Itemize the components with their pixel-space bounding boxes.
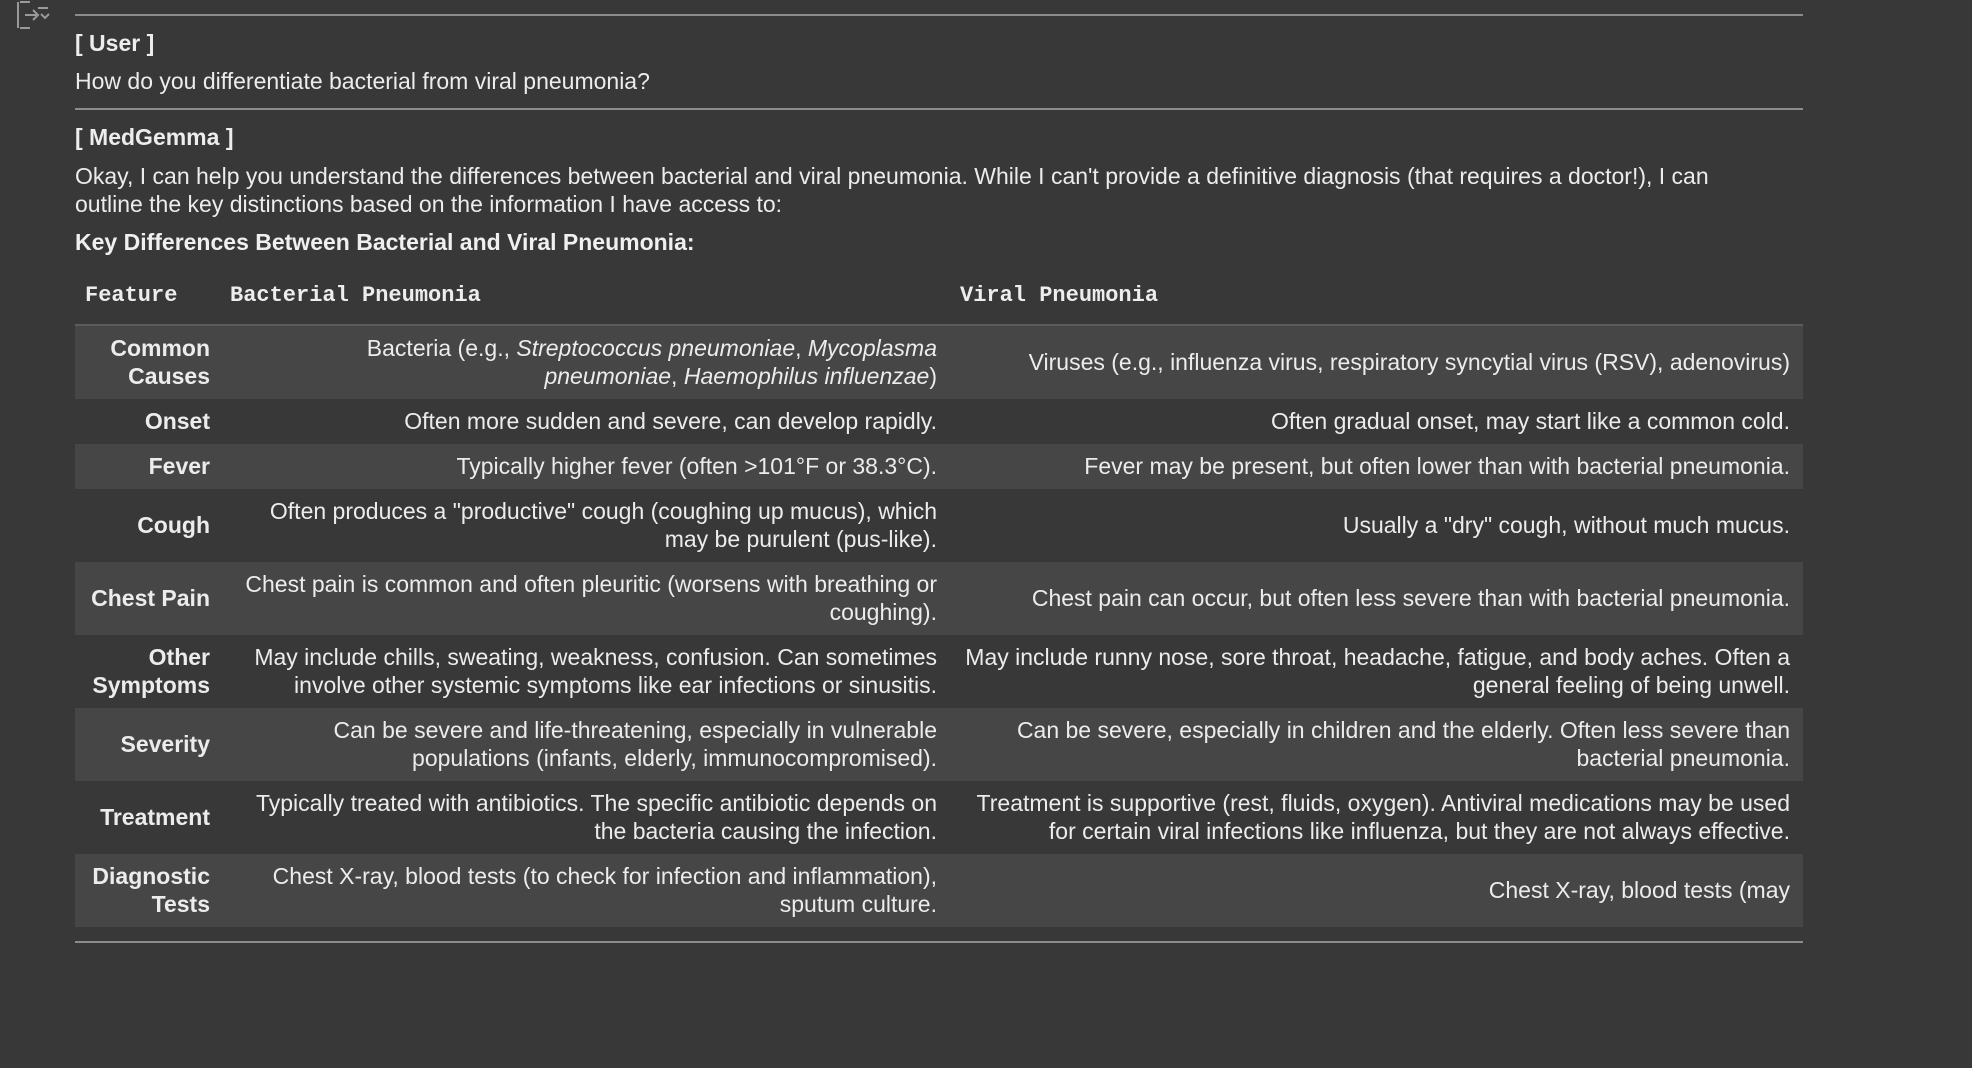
viral-cell: Often gradual onset, may start like a common cold.	[950, 399, 1803, 444]
feature-cell: Onset	[75, 399, 220, 444]
viral-cell: May include runny nose, sore throat, headache, fatigue, and body aches. Often a general feeling of being unwell.	[950, 635, 1803, 708]
feature-cell: Other Symptoms	[75, 635, 220, 708]
bacterial-cell: Chest pain is common and often pleuritic (worsens with breathing or coughing).	[220, 562, 950, 635]
viral-cell: Treatment is supportive (rest, fluids, oxygen). Antiviral medications may be used for certain viral infections like influenza, but they are not always effective.	[950, 781, 1803, 854]
viral-cell: Viruses (e.g., influenza virus, respiratory syncytial virus (RSV), adenovirus)	[950, 325, 1803, 399]
divider	[75, 108, 1803, 110]
table-row	[75, 325, 1803, 399]
bacterial-cell: Can be severe and life-threatening, especially in vulnerable populations (infants, elderly, immunocompromised).	[220, 708, 950, 781]
column-header-bacterial: Bacterial Pneumonia	[220, 266, 950, 325]
feature-cell: Diagnostic Tests	[75, 854, 220, 927]
user-role-label: [ User ]	[75, 30, 155, 56]
bacterial-cell: Often produces a "productive" cough (coughing up mucus), which may be purulent (pus-like).	[220, 489, 950, 562]
table-row	[75, 635, 1803, 708]
table-row	[75, 399, 1803, 444]
output-toggle-icon[interactable]	[16, 0, 50, 30]
viral-cell: Usually a "dry" cough, without much mucus.	[950, 489, 1803, 562]
section-heading: Key Differences Between Bacterial and Viral Pneumonia:	[75, 229, 695, 255]
feature-cell: Fever	[75, 444, 220, 489]
bacterial-cell: Bacteria (e.g., Streptococcus pneumoniae, Mycoplasma pneumoniae, Haemophilus influenzae)	[220, 325, 950, 399]
user-message: How do you differentiate bacterial from viral pneumonia?	[75, 68, 650, 94]
table-row	[75, 854, 1803, 927]
column-header-viral: Viral Pneumonia	[950, 266, 1803, 325]
feature-cell: Common Causes	[75, 325, 220, 399]
viral-cell: Can be severe, especially in children and the elderly. Often less severe than bacterial pneumonia.	[950, 708, 1803, 781]
cell-output	[75, 14, 1803, 943]
table-row	[75, 562, 1803, 635]
viral-cell: Chest pain can occur, but often less severe than with bacterial pneumonia.	[950, 562, 1803, 635]
viral-cell: Fever may be present, but often lower than with bacterial pneumonia.	[950, 444, 1803, 489]
bacterial-cell: Typically treated with antibiotics. The specific antibiotic depends on the bacteria causing the infection.	[220, 781, 950, 854]
table-row	[75, 489, 1803, 562]
bacterial-cell: Often more sudden and severe, can develop rapidly.	[220, 399, 950, 444]
bacterial-cell: Typically higher fever (often >101°F or 38.3°C).	[220, 444, 950, 489]
table-row	[75, 444, 1803, 489]
feature-cell: Treatment	[75, 781, 220, 854]
assistant-role-label: [ MedGemma ]	[75, 124, 234, 150]
viral-cell: Chest X-ray, blood tests (may	[950, 854, 1803, 927]
bacterial-cell: May include chills, sweating, weakness, confusion. Can sometimes involve other systemic symptoms like ear infections or sinusitis.	[220, 635, 950, 708]
assistant-intro: Okay, I can help you understand the differences between bacterial and viral pneumonia. While I can't provide a definitive diagnosis (that requires a doctor!), I can outline the key distinctions based on the information I have access to:	[75, 163, 1709, 217]
divider	[75, 941, 1803, 943]
table-row	[75, 708, 1803, 781]
feature-cell: Severity	[75, 708, 220, 781]
comparison-table	[75, 266, 1803, 927]
table-row	[75, 781, 1803, 854]
column-header-feature: Feature	[75, 266, 220, 325]
bacterial-cell: Chest X-ray, blood tests (to check for infection and inflammation), sputum culture.	[220, 854, 950, 927]
divider	[75, 14, 1803, 16]
feature-cell: Chest Pain	[75, 562, 220, 635]
table-header-row	[75, 266, 1803, 325]
feature-cell: Cough	[75, 489, 220, 562]
